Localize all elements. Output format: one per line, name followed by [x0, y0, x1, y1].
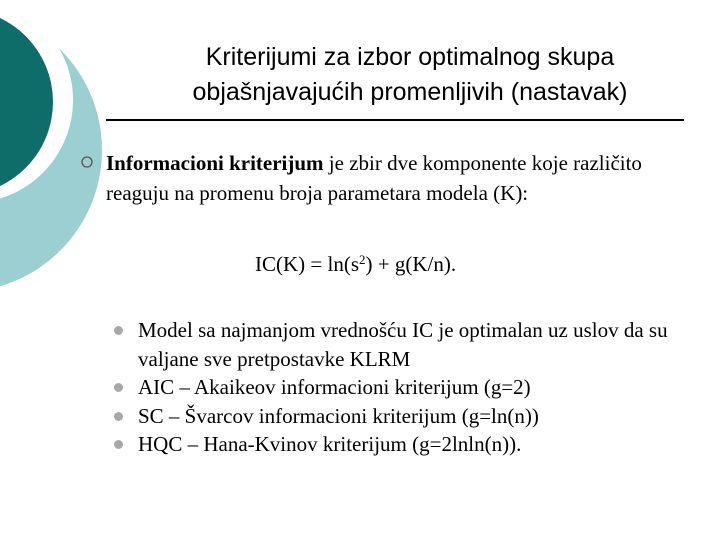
main-point-bold: Informacioni kriterijum	[106, 151, 324, 175]
dot-bullet-icon	[114, 440, 123, 449]
formula-superscript: 2	[359, 252, 366, 267]
formula-part-2: ) + g(K/n).	[365, 252, 457, 276]
formula-part-1: IC(K) = ln(s	[255, 252, 359, 276]
list-item-text: SC – Švarcov informacioni kriterijum (g=ln(n))	[138, 403, 539, 428]
hollow-circle-bullet-icon	[80, 155, 94, 169]
list-item	[114, 373, 674, 402]
main-point	[106, 148, 696, 208]
list-item	[114, 402, 674, 431]
formula	[255, 250, 456, 278]
dot-bullet-icon	[114, 326, 123, 335]
dot-bullet-icon	[114, 383, 123, 392]
list-item-text: AIC – Akaikeov informacioni kriterijum (g=2)	[138, 375, 531, 399]
list-item	[114, 430, 674, 459]
main-point-text: je zbir dve komponente koje različito reaguju na promenu broja parametara modela (K):	[106, 151, 642, 205]
list-item	[114, 316, 674, 373]
list-item-text: Model sa najmanjom vrednošću IC je optimalan uz uslov da su valjane sve pretpostavke KLRM	[138, 318, 668, 371]
slide-title	[110, 40, 710, 110]
title-divider	[106, 119, 684, 121]
decorative-circles	[0, 0, 120, 300]
title-line-2: objašnjavajućih promenljivih (nastavak)	[192, 78, 628, 106]
list-item-text: HQC – Hana-Kvinov kriterijum (g=2lnln(n)).	[138, 432, 522, 456]
title-line-1: Kriterijumi za izbor optimalnog skupa	[205, 43, 615, 71]
sub-points-list	[114, 316, 674, 459]
dot-bullet-icon	[114, 412, 123, 421]
